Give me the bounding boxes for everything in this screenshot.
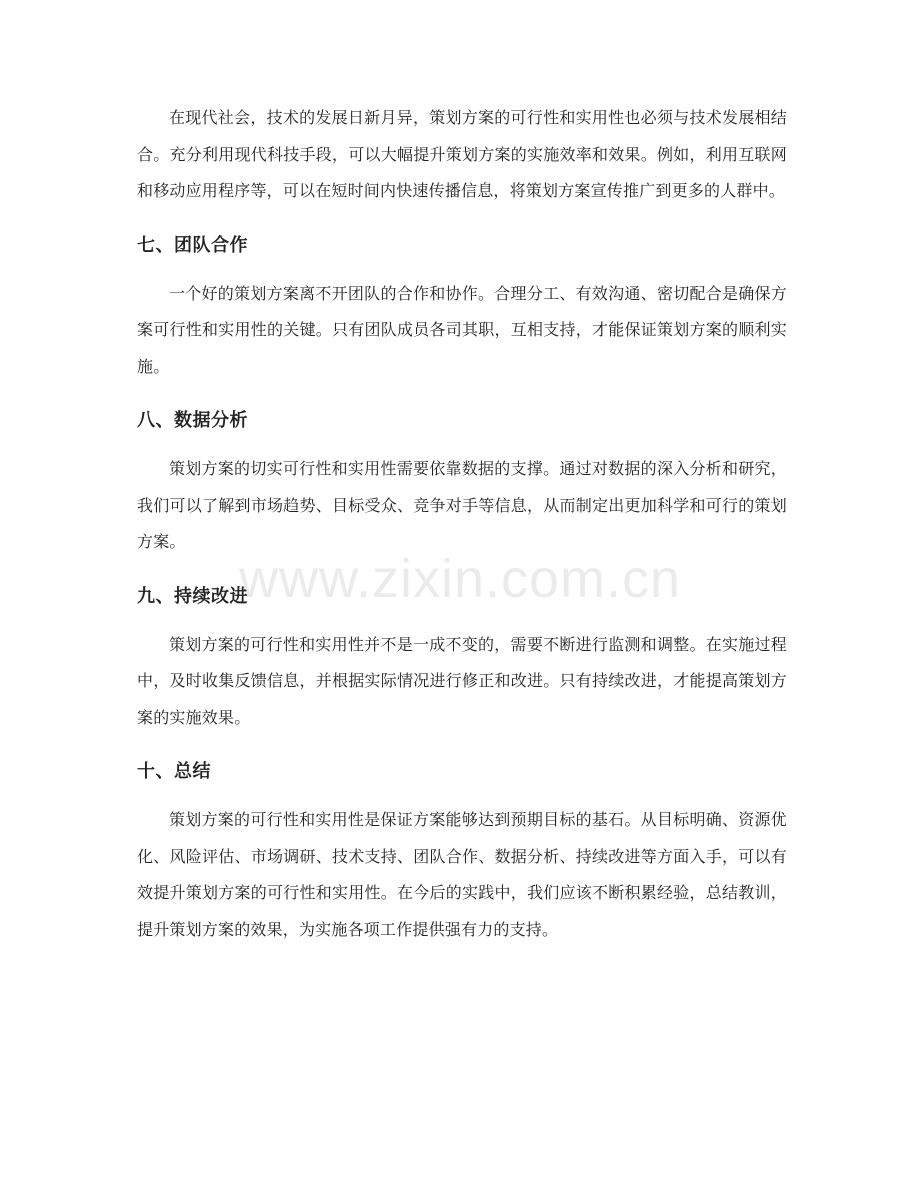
- section-paragraph-continuous-improvement: 策划方案的可行性和实用性并不是一成不变的，需要不断进行监测和调整。在实施过程中，及时收集反馈信息，并根据实际情况进行修正和改进。只有持续改进，才能提高策划方案的实施效果。: [137, 634, 787, 727]
- section-paragraph-data-analysis: 策划方案的切实可行性和实用性需要依靠数据的支撑。通过对数据的深入分析和研究，我们可以了解到市场趋势、目标受众、竞争对手等信息，从而制定出更加科学和可行的策划方案。: [137, 459, 787, 551]
- intro-paragraph: 在现代社会，技术的发展日新月异，策划方案的可行性和实用性也必须与技术发展相结合。充分利用现代科技手段，可以大幅提升策划方案的实施效率和效果。例如，利用互联网和移动应用程序等，可以在短时间内快速传播信息，将策划方案宣传推广到更多的人群中。: [137, 108, 787, 200]
- section-paragraph-summary: 策划方案的可行性和实用性是保证方案能够达到预期目标的基石。从目标明确、资源优化、风险评估、市场调研、技术支持、团队合作、数据分析、持续改进等方面入手，可以有效提升策划方案的可行性和实用性。在今后的实践中，我们应该不断积累经验，总结教训，提升策划方案的效果，为实施各项工作提供强有力的支持。: [137, 810, 787, 939]
- section-heading-teamwork: 七、团队合作: [137, 234, 248, 256]
- section-heading-data-analysis: 八、数据分析: [137, 410, 248, 431]
- document-body: [137, 100, 787, 948]
- section-paragraph-teamwork: 一个好的策划方案离不开团队的合作和协作。合理分工、有效沟通、密切配合是确保方案可行性和实用性的关键。只有团队成员各司其职，互相支持，才能保证策划方案的顺利实施。: [137, 283, 787, 376]
- watermark-text: www.zixin.com.cn: [238, 549, 682, 609]
- section-heading-continuous-improvement: 九、持续改进: [137, 585, 248, 607]
- section-heading-summary: 十、总结: [137, 761, 211, 782]
